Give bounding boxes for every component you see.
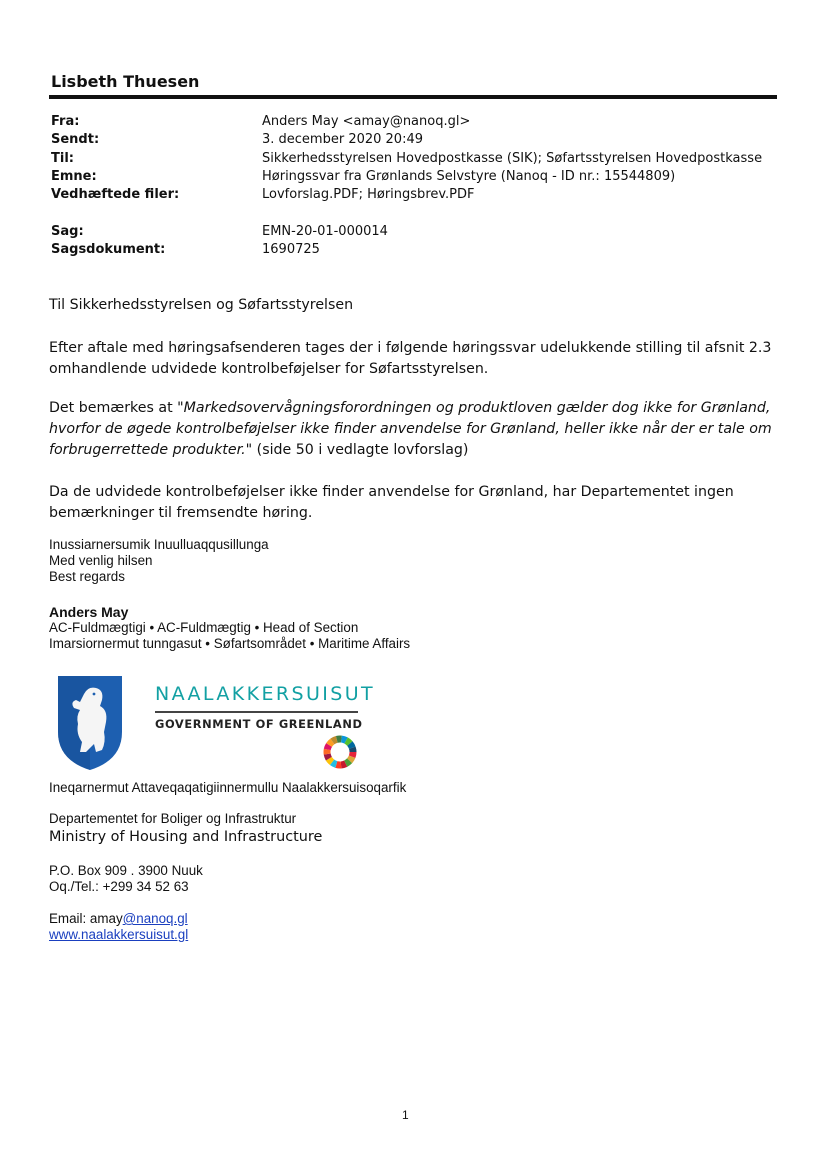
paragraph-2-suffix: (side 50 i vedlagte lovforslag) (252, 442, 469, 458)
closing-danish: Med venlig hilsen (49, 553, 153, 568)
email-label: Email: amay (49, 911, 123, 926)
field-to-value: Sikkerhedsstyrelsen Hovedpostkasse (SIK); Søfartsstyrelsen Hovedpostkasse (262, 150, 763, 166)
body-paragraph-3: Da de udvidede kontrolbeføjelser ikke finder anvendelse for Grønland, har Departementet ingen bemærkninger til fremsendte høring. (49, 484, 734, 521)
field-to-label: Til: (51, 150, 74, 166)
polar-bear-shield-icon (54, 672, 126, 772)
field-from-value: Anders May <amay@nanoq.gl> (262, 114, 471, 129)
logo-title: NAALAKKERSUISUT (155, 683, 376, 705)
ministry-greenlandic: Ineqarnermut Attaveqaqatigiinnermullu Naalakkersuisoqarfik (49, 780, 407, 795)
closing-greenlandic: Inussiarnersumik Inuulluaqqusillunga (49, 537, 269, 552)
body-paragraph-1: Efter aftale med høringsafsenderen tages der i følgende høringssvar udelukkende stilling til afsnit 2.3 omhandlende udvidede kontrolbeføjelser for Søfartsstyrelsen. (49, 340, 772, 377)
phone-number: Oq./Tel.: +299 34 52 63 (49, 879, 189, 894)
signature-title: AC-Fuldmægtigi • AC-Fuldmægtig • Head of Section (49, 620, 359, 635)
sender-display-name: Lisbeth Thuesen (51, 72, 200, 91)
field-attachments-value: Lovforslag.PDF; Høringsbrev.PDF (262, 187, 475, 203)
paragraph-2-prefix: Det bemærkes at (49, 400, 178, 416)
postal-contact (49, 863, 203, 895)
greeting: Til Sikkerhedsstyrelsen og Søfartsstyrelsen (49, 297, 354, 313)
field-case-document-value: 1690725 (262, 242, 320, 258)
field-attachments-label: Vedhæftede filer: (51, 187, 180, 203)
online-contact (49, 911, 188, 943)
header-divider (49, 95, 777, 99)
field-subject-value: Høringssvar fra Grønlands Selvstyre (Nanoq - ID nr.: 15544809) (262, 168, 676, 184)
field-subject-label: Emne: (51, 168, 97, 184)
field-case-value: EMN-20-01-000014 (262, 224, 388, 239)
signature-name: Anders May (49, 604, 129, 620)
field-from-label: Fra: (51, 114, 80, 129)
closing-block (49, 537, 269, 585)
email-line (49, 911, 188, 927)
signature-identity (49, 604, 410, 652)
website-link[interactable]: www.naalakkersuisut.gl (49, 927, 189, 942)
sdg-wheel-icon (322, 734, 358, 770)
email-domain-link[interactable]: @nanoq.gl (122, 911, 188, 926)
field-sent-label: Sendt: (51, 132, 100, 148)
ministry-names (49, 811, 322, 847)
government-logo (52, 670, 376, 778)
page-number: 1 (402, 1108, 409, 1122)
field-case-label: Sag: (51, 224, 84, 239)
field-sent-value: 3. december 2020 20:49 (262, 132, 424, 148)
ministry-english: Ministry of Housing and Infrastructure (49, 829, 323, 845)
logo-subtitle: GOVERNMENT OF GREENLAND (155, 717, 363, 731)
paragraph-2-quote: "Markedsovervågningsforordningen og produktloven gælder dog ikke for Grønland, hvorfor de øgede kontrolbeføjelser ikke finder anvendelse for Grønland, heller ikke når der er tale om forbrugerrettede produkter." (49, 400, 772, 458)
closing-english: Best regards (49, 569, 125, 584)
signature-area: Imarsiornermut tunngasut • Søfartsområdet • Maritime Affairs (49, 636, 411, 651)
body-paragraph-2 (49, 398, 779, 461)
po-box: P.O. Box 909 . 3900 Nuuk (49, 863, 203, 878)
logo-divider (155, 711, 358, 713)
ministry-danish: Departementet for Boliger og Infrastruktur (49, 811, 297, 826)
field-case-document-label: Sagsdokument: (51, 242, 166, 258)
